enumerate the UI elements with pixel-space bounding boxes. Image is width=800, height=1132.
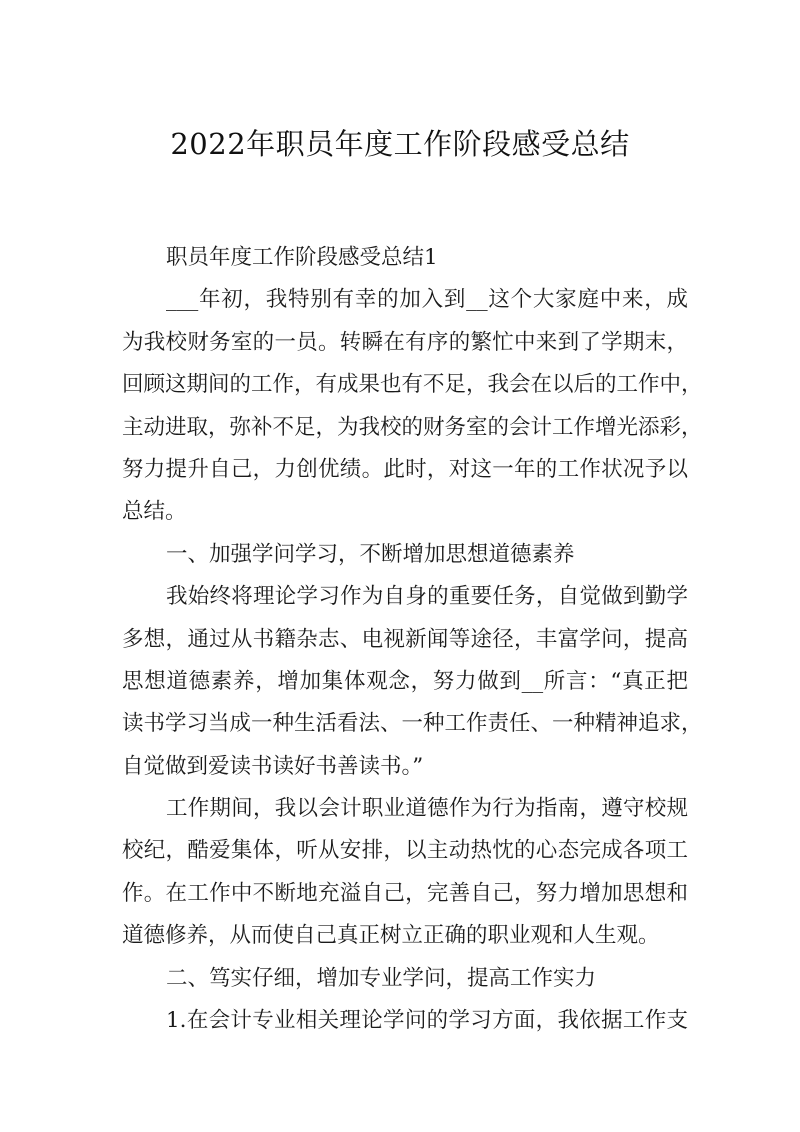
- body-line: 总结。: [122, 499, 187, 525]
- body-line: 工作期间，我以会计职业道德作为行为指南，遵守校规: [166, 796, 688, 822]
- body-line: 思想道德素养，增加集体观念，努力做到__所言：“真正把: [122, 668, 688, 694]
- body-line: 1.在会计专业相关理论学问的学习方面，我依据工作支: [166, 1008, 688, 1034]
- body-line: 主动进取，弥补不足，为我校的财务室的会计工作增光添彩，: [122, 414, 703, 440]
- body-line: 努力提升自己，力创优绩。此时，对这一年的工作状况予以: [122, 456, 688, 482]
- body-line: 作。在工作中不断地充溢自己，完善自己，努力增加思想和: [122, 880, 688, 906]
- body-line: ___年初，我特别有幸的加入到__这个大家庭中来，成: [166, 287, 688, 313]
- body-line: 职员年度工作阶段感受总结1: [166, 245, 438, 270]
- body-line: 一、加强学问学习，不断增加思想道德素养: [166, 541, 575, 567]
- body-line: 校纪，酷爱集体，听从安排，以主动热忱的心态完成各项工: [122, 838, 688, 864]
- body-line: 二、笃实仔细，增加专业学问，提高工作实力: [166, 965, 597, 991]
- document-title: 2022年职员年度工作阶段感受总结: [170, 127, 630, 161]
- body-line: 多想，通过从书籍杂志、电视新闻等途径，丰富学问，提高: [122, 626, 688, 652]
- body-line: 自觉做到爱读书读好书善读书。”: [122, 753, 424, 779]
- body-line: 回顾这期间的工作，有成果也有不足，我会在以后的工作中，: [122, 372, 703, 398]
- body-line: 我始终将理论学习作为自身的重要任务，自觉做到勤学: [166, 584, 688, 610]
- body-line: 道德修养，从而使自己真正树立正确的职业观和人生观。: [122, 923, 660, 949]
- document-body: [122, 237, 703, 1042]
- body-line: 读书学习当成一种生活看法、一种工作责任、一种精神追求，: [122, 711, 703, 737]
- body-line: 为我校财务室的一员。转瞬在有序的繁忙中来到了学期末，: [122, 329, 688, 355]
